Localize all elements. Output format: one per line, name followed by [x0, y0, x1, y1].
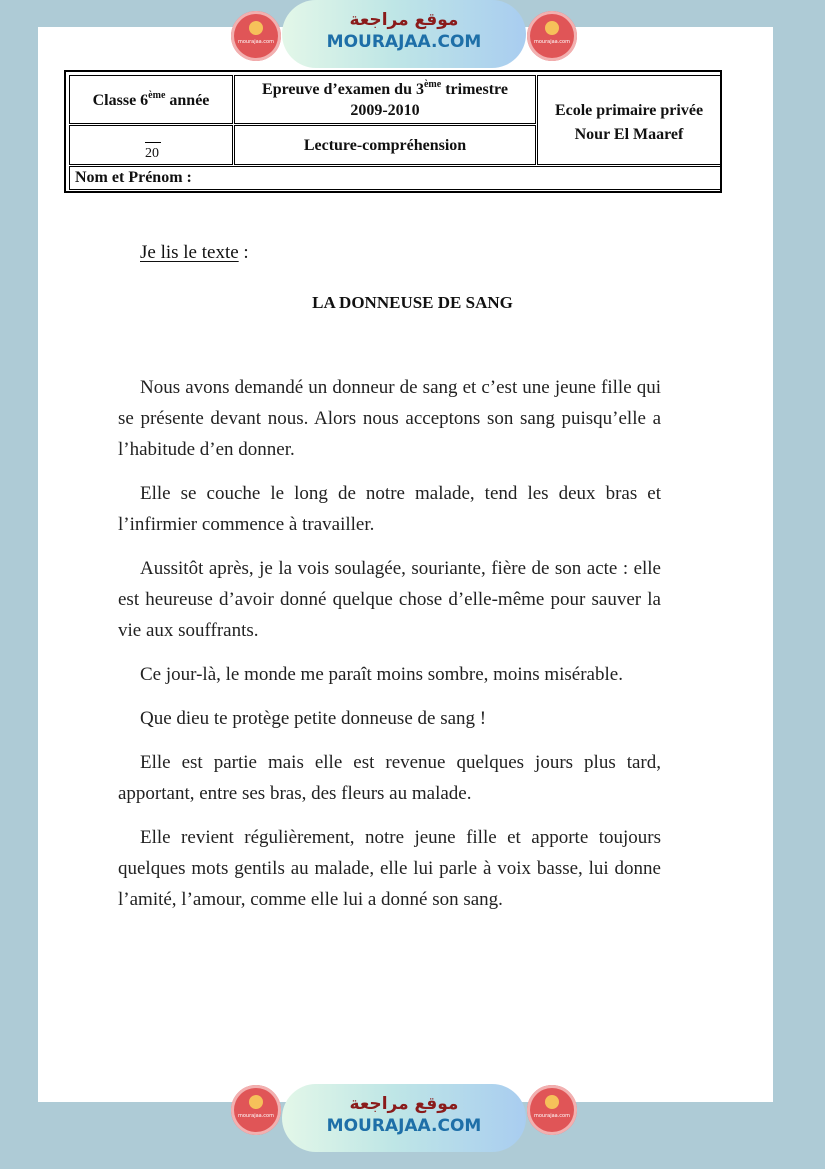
watermark-site: MOURAJAA.COM	[326, 32, 482, 52]
paragraph: Elle revient régulièrement, notre jeune fille et apporte toujours quelques mots gentils au malade, elle lui parle à voix basse, lui donne l’amité, l’amour, comme elle lui a donné son sang.	[118, 827, 661, 910]
paragraph: Elle est partie mais elle est revenue quelques jours plus tard, apportant, entre ses bras, des fleurs au malade.	[118, 752, 661, 804]
watermark-banner-top[interactable]	[282, 0, 526, 68]
class-cell: Classe 6ème année	[69, 75, 233, 124]
paragraph: Elle se couche le long de notre malade, tend les deux bras et l’infirmier commence à travailler.	[118, 483, 661, 535]
paragraph: Ce jour-là, le monde me paraît moins sombre, moins misérable.	[140, 664, 623, 685]
site-logo-icon: mourajaa.com	[527, 11, 577, 61]
watermark-site: MOURAJAA.COM	[326, 1116, 482, 1136]
score-total: 20	[145, 146, 159, 161]
paragraph: Nous avons demandé un donneur de sang et c’est une jeune fille qui se présente devant nous. Alors nous acceptons son sang puisqu’elle a l’habitude d’en donner.	[118, 377, 661, 460]
score-cell	[69, 125, 233, 165]
exam-year: 2009-2010	[350, 102, 420, 119]
watermark-banner-bottom[interactable]	[282, 1084, 526, 1152]
exam-header-table	[64, 70, 722, 193]
site-logo-icon: mourajaa.com	[231, 11, 281, 61]
reading-text	[118, 372, 661, 928]
name-field[interactable]: Nom et Prénom :	[69, 166, 721, 190]
school-cell: Ecole primaire privée Nour El Maaref	[537, 75, 721, 165]
subject-cell: Lecture-compréhension	[234, 125, 536, 165]
paragraph: Aussitôt après, je la vois soulagée, souriante, fière de son acte : elle est heureuse d’avoir donné quelque chose d’elle-même pour sauver la vie aux souffrants.	[118, 558, 661, 641]
site-logo-icon: mourajaa.com	[231, 1085, 281, 1135]
text-title: LA DONNEUSE DE SANG	[312, 293, 513, 312]
exam-cell: Epreuve d’examen du 3ème trimestre 2009-2010	[234, 75, 536, 124]
paragraph: Que dieu te protège petite donneuse de sang !	[140, 708, 487, 729]
section-heading: Je lis le texte :	[140, 242, 249, 263]
watermark-arabic: موقع مراجعة	[349, 1094, 459, 1114]
site-logo-icon: mourajaa.com	[527, 1085, 577, 1135]
watermark-arabic: موقع مراجعة	[349, 10, 459, 30]
